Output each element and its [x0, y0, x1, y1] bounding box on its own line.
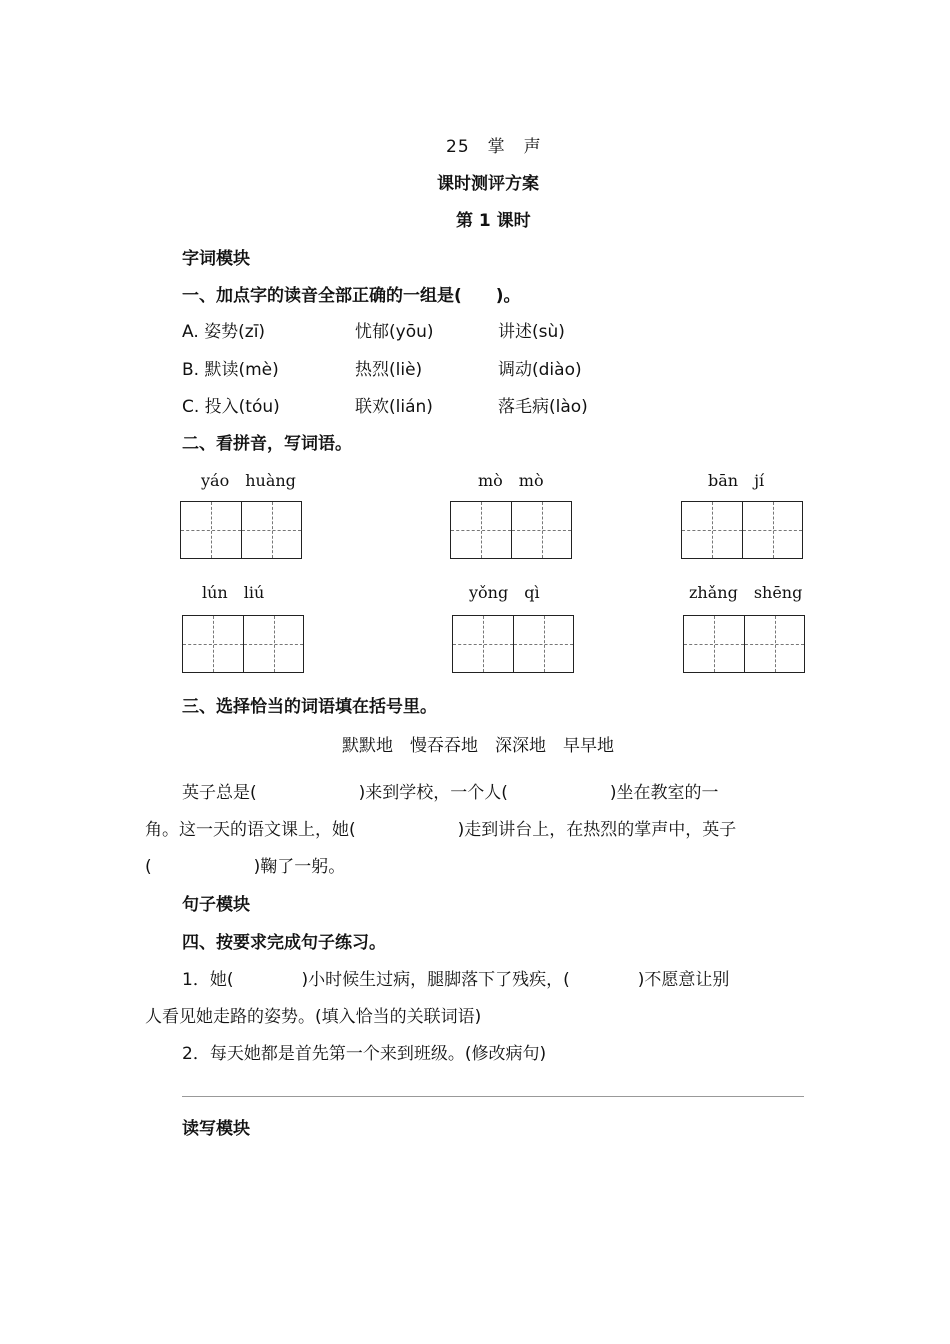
page-subtitle: 课时测评方案: [437, 174, 539, 194]
grid-cell[interactable]: [511, 502, 571, 558]
read-write-module-heading: 读写模块: [182, 1119, 250, 1139]
q3-paragraph-line: 英子总是( )来到学校，一个人( )坐在教室的一: [182, 783, 719, 803]
question-2-title: 二、看拼音，写词语。: [182, 434, 352, 454]
pinyin-label: zhǎng shēng: [689, 583, 803, 602]
q1-option-b-2: 热烈(liè): [355, 360, 423, 380]
grid-cell[interactable]: [684, 616, 744, 672]
grid-cell[interactable]: [682, 502, 742, 558]
answer-line[interactable]: [182, 1096, 804, 1097]
words-module-heading: 字词模块: [182, 249, 250, 269]
writing-grid[interactable]: [683, 615, 805, 673]
q4-item-1-line-1: 1．她( )小时候生过病，腿脚落下了残疾，( )不愿意让别: [182, 970, 730, 990]
writing-grid[interactable]: [452, 615, 574, 673]
q3-paragraph-line: ( )鞠了一躬。: [145, 857, 346, 877]
lesson-title: 25 掌 声: [446, 137, 542, 157]
pinyin-label: yáo huàng: [201, 471, 296, 490]
pinyin-label: mò mò: [478, 471, 544, 490]
grid-cell[interactable]: [181, 502, 241, 558]
question-4-title: 四、按要求完成句子练习。: [182, 933, 386, 953]
grid-cell[interactable]: [513, 616, 573, 672]
q1-option-a-1: A. 姿势(zī): [182, 322, 266, 342]
writing-grid[interactable]: [450, 501, 572, 559]
question-3-title: 三、选择恰当的词语填在括号里。: [182, 697, 437, 717]
pinyin-label: bān jí: [708, 471, 765, 490]
grid-cell[interactable]: [742, 502, 802, 558]
q3-word-bank: 默默地 慢吞吞地 深深地 早早地: [342, 736, 614, 756]
q3-paragraph-line: 角。这一天的语文课上，她( )走到讲台上，在热烈的掌声中，英子: [145, 820, 737, 840]
period-title: 第 1 课时: [456, 211, 531, 231]
grid-cell[interactable]: [451, 502, 511, 558]
writing-grid[interactable]: [182, 615, 304, 673]
q1-option-a-3: 讲述(sù): [498, 322, 565, 342]
grid-cell[interactable]: [243, 616, 303, 672]
q1-option-c-3: 落毛病(lào): [498, 397, 588, 417]
q4-item-2: 2．每天她都是首先第一个来到班级。(修改病句): [182, 1044, 547, 1064]
q1-option-b-3: 调动(diào): [498, 360, 582, 380]
q1-option-c-2: 联欢(lián): [355, 397, 433, 417]
question-1-title: 一、加点字的读音全部正确的一组是( )。: [182, 286, 521, 306]
sentence-module-heading: 句子模块: [182, 895, 250, 915]
writing-grid[interactable]: [681, 501, 803, 559]
q1-option-c-1: C. 投入(tóu): [182, 397, 280, 417]
grid-cell[interactable]: [744, 616, 804, 672]
q1-option-b-1: B. 默读(mè): [182, 360, 279, 380]
q1-option-a-2: 忧郁(yōu): [355, 322, 434, 342]
writing-grid[interactable]: [180, 501, 302, 559]
grid-cell[interactable]: [183, 616, 243, 672]
grid-cell[interactable]: [453, 616, 513, 672]
grid-cell[interactable]: [241, 502, 301, 558]
pinyin-label: lún liú: [202, 583, 265, 602]
pinyin-label: yǒng qì: [469, 583, 540, 602]
q4-item-1-line-2: 人看见她走路的姿势。(填入恰当的关联词语): [145, 1007, 482, 1027]
